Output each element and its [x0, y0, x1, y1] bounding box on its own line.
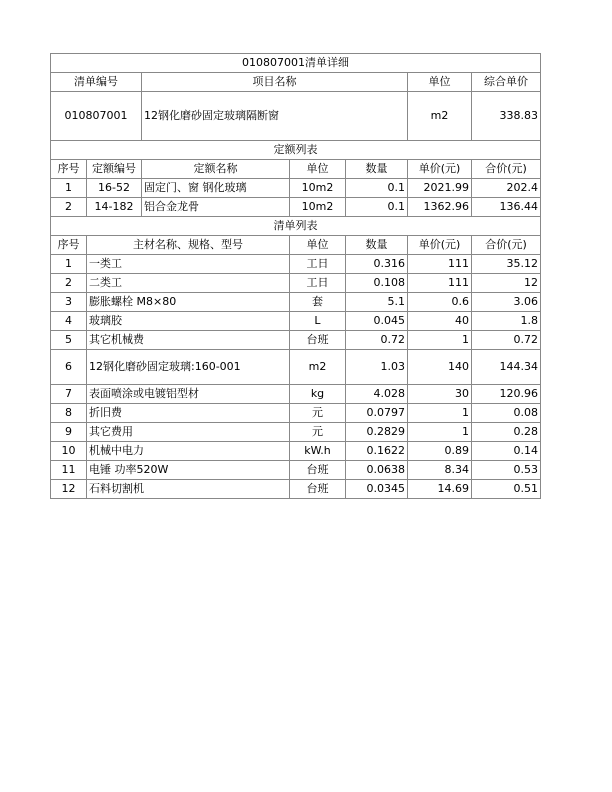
list-row: [51, 404, 541, 423]
quota-section-title: 定额列表: [51, 141, 541, 160]
list-seq: 9: [51, 423, 87, 442]
list-total: 3.06: [472, 293, 541, 312]
list-qty: 0.316: [346, 255, 408, 274]
list-name: 膨胀螺栓 M8×80: [87, 293, 290, 312]
quota-price: 2021.99: [408, 179, 472, 198]
quota-row: [51, 198, 541, 217]
list-unit-header: 单位: [290, 236, 346, 255]
list-seq: 12: [51, 480, 87, 499]
list-qty: 5.1: [346, 293, 408, 312]
bill-name: 12钢化磨砂固定玻璃隔断窗: [142, 92, 408, 141]
bill-name-header: 项目名称: [142, 73, 408, 92]
list-price: 1: [408, 331, 472, 350]
list-total: 0.14: [472, 442, 541, 461]
list-name: 其它费用: [87, 423, 290, 442]
quota-seq: 2: [51, 198, 87, 217]
list-unit: L: [290, 312, 346, 331]
quota-code: 16-52: [87, 179, 142, 198]
quota-code: 14-182: [87, 198, 142, 217]
quota-qty: 0.1: [346, 179, 408, 198]
bill-price-header: 综合单价: [472, 73, 541, 92]
quota-unit: 10m2: [290, 198, 346, 217]
list-total: 0.53: [472, 461, 541, 480]
list-name: 折旧费: [87, 404, 290, 423]
quota-seq-header: 序号: [51, 160, 87, 179]
bill-code-header: 清单编号: [51, 73, 142, 92]
list-row: [51, 293, 541, 312]
sheet-title: 010807001清单详细: [51, 54, 541, 73]
list-name: 12钢化磨砂固定玻璃:160-001: [87, 350, 290, 385]
list-total: 120.96: [472, 385, 541, 404]
quota-price: 1362.96: [408, 198, 472, 217]
list-price: 1: [408, 423, 472, 442]
quota-code-header: 定额编号: [87, 160, 142, 179]
list-unit: 元: [290, 423, 346, 442]
list-unit: 工日: [290, 255, 346, 274]
list-total: 12: [472, 274, 541, 293]
list-name-header: 主材名称、规格、型号: [87, 236, 290, 255]
list-qty: 0.045: [346, 312, 408, 331]
list-price: 1: [408, 404, 472, 423]
list-price: 14.69: [408, 480, 472, 499]
list-unit: kW.h: [290, 442, 346, 461]
bill-unit: m2: [408, 92, 472, 141]
quota-row: [51, 179, 541, 198]
quota-qty: 0.1: [346, 198, 408, 217]
list-total: 144.34: [472, 350, 541, 385]
list-total: 1.8: [472, 312, 541, 331]
list-name: 二类工: [87, 274, 290, 293]
list-seq: 5: [51, 331, 87, 350]
list-unit: 台班: [290, 461, 346, 480]
bill-code: 010807001: [51, 92, 142, 141]
list-unit: 工日: [290, 274, 346, 293]
quota-total: 202.4: [472, 179, 541, 198]
quota-seq: 1: [51, 179, 87, 198]
quota-unit-header: 单位: [290, 160, 346, 179]
list-name: 表面喷涂或电镀铝型材: [87, 385, 290, 404]
quota-name-header: 定额名称: [142, 160, 290, 179]
list-row: [51, 331, 541, 350]
list-seq: 3: [51, 293, 87, 312]
list-total: 35.12: [472, 255, 541, 274]
quota-name: 固定门、窗 钢化玻璃: [142, 179, 290, 198]
quota-price-header: 单价(元): [408, 160, 472, 179]
list-section-title: 清单列表: [51, 217, 541, 236]
list-name: 一类工: [87, 255, 290, 274]
list-unit: 元: [290, 404, 346, 423]
list-row: [51, 442, 541, 461]
list-unit: 台班: [290, 331, 346, 350]
list-row: [51, 255, 541, 274]
list-unit: kg: [290, 385, 346, 404]
list-qty-header: 数量: [346, 236, 408, 255]
list-name: 石料切割机: [87, 480, 290, 499]
list-name: 电锤 功率520W: [87, 461, 290, 480]
quota-name: 铝合金龙骨: [142, 198, 290, 217]
list-name: 其它机械费: [87, 331, 290, 350]
bill-price: 338.83: [472, 92, 541, 141]
list-unit: m2: [290, 350, 346, 385]
quota-total-header: 合价(元): [472, 160, 541, 179]
list-price: 0.6: [408, 293, 472, 312]
list-total-header: 合价(元): [472, 236, 541, 255]
quota-qty-header: 数量: [346, 160, 408, 179]
list-qty: 1.03: [346, 350, 408, 385]
list-qty: 0.108: [346, 274, 408, 293]
list-row: [51, 423, 541, 442]
list-total: 0.72: [472, 331, 541, 350]
list-price: 111: [408, 255, 472, 274]
bill-detail-table: [50, 53, 541, 499]
list-row: [51, 385, 541, 404]
list-seq: 10: [51, 442, 87, 461]
list-total: 0.08: [472, 404, 541, 423]
list-qty: 4.028: [346, 385, 408, 404]
list-seq: 8: [51, 404, 87, 423]
list-row: [51, 274, 541, 293]
list-qty: 0.1622: [346, 442, 408, 461]
list-price: 140: [408, 350, 472, 385]
list-row: [51, 350, 541, 385]
list-qty: 0.0638: [346, 461, 408, 480]
list-name: 机械中电力: [87, 442, 290, 461]
list-price-header: 单价(元): [408, 236, 472, 255]
list-qty: 0.0345: [346, 480, 408, 499]
quota-unit: 10m2: [290, 179, 346, 198]
list-seq-header: 序号: [51, 236, 87, 255]
list-name: 玻璃胶: [87, 312, 290, 331]
list-unit: 台班: [290, 480, 346, 499]
list-row: [51, 312, 541, 331]
list-seq: 4: [51, 312, 87, 331]
list-row: [51, 480, 541, 499]
list-price: 111: [408, 274, 472, 293]
list-total: 0.51: [472, 480, 541, 499]
list-row: [51, 461, 541, 480]
list-unit: 套: [290, 293, 346, 312]
list-price: 8.34: [408, 461, 472, 480]
quota-total: 136.44: [472, 198, 541, 217]
bill-unit-header: 单位: [408, 73, 472, 92]
list-qty: 0.72: [346, 331, 408, 350]
list-seq: 1: [51, 255, 87, 274]
list-seq: 11: [51, 461, 87, 480]
list-price: 30: [408, 385, 472, 404]
list-qty: 0.0797: [346, 404, 408, 423]
list-total: 0.28: [472, 423, 541, 442]
list-seq: 2: [51, 274, 87, 293]
list-seq: 6: [51, 350, 87, 385]
list-price: 0.89: [408, 442, 472, 461]
list-qty: 0.2829: [346, 423, 408, 442]
list-price: 40: [408, 312, 472, 331]
list-seq: 7: [51, 385, 87, 404]
